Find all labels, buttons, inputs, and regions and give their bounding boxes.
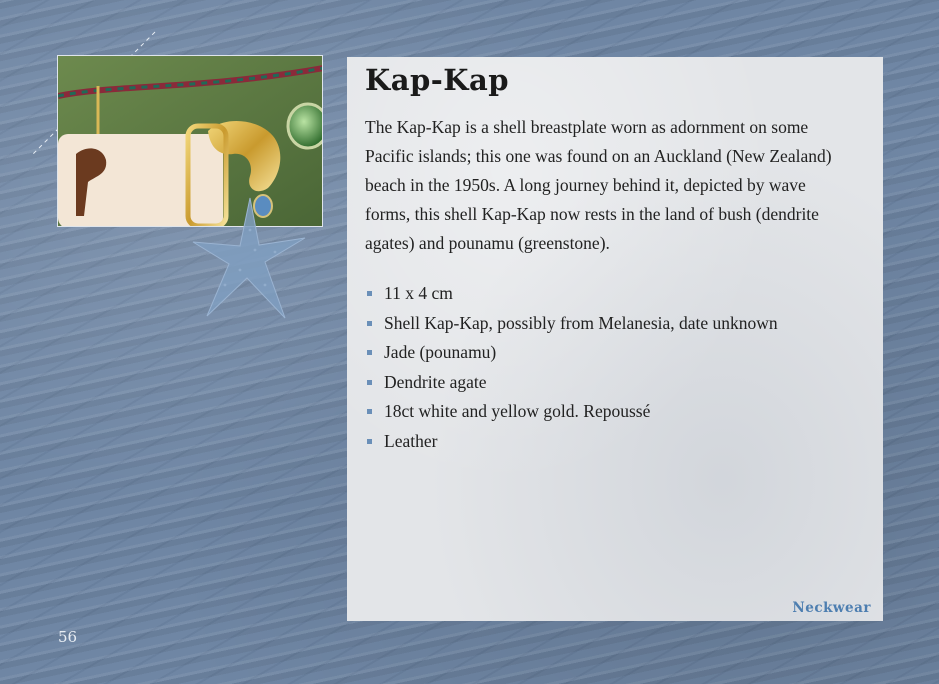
spec-text: 11 x 4 cm	[384, 283, 453, 303]
spec-text: Jade (pounamu)	[384, 342, 497, 362]
spec-text: Leather	[384, 430, 438, 451]
bullet-icon	[367, 439, 372, 444]
page-number: 56	[58, 628, 78, 646]
list-item	[365, 338, 778, 368]
spec-text: Dendrite agate	[384, 371, 487, 392]
list-item	[365, 427, 778, 457]
list-item	[365, 309, 778, 339]
page-title: Kap-Kap	[365, 63, 510, 97]
spec-text: 18ct white and yellow gold. Repoussé	[384, 401, 651, 421]
article-description: The Kap-Kap is a shell breastplate worn as adornment on some Pacific islands; this one was found on an Auckland (New Zealand) beach in the 1950s. A long journey behind it, depicted by wave forms, this shell Kap-Kap now rests in the land of bush (dendrite agates) and pounamu (greenstone).	[365, 117, 832, 253]
bullet-icon	[367, 350, 372, 355]
bullet-icon	[367, 321, 372, 326]
bullet-icon	[367, 409, 372, 414]
list-item	[365, 279, 778, 309]
content-panel	[347, 57, 883, 621]
bullet-icon	[367, 380, 372, 385]
spec-text: Shell Kap-Kap, possibly from Melanesia, date unknown	[384, 312, 778, 333]
section-label: Neckwear	[792, 600, 871, 616]
bullet-icon	[367, 291, 372, 296]
starfish-icon	[185, 190, 315, 330]
list-item	[365, 397, 778, 427]
spec-list	[365, 279, 778, 456]
list-item	[365, 368, 778, 398]
